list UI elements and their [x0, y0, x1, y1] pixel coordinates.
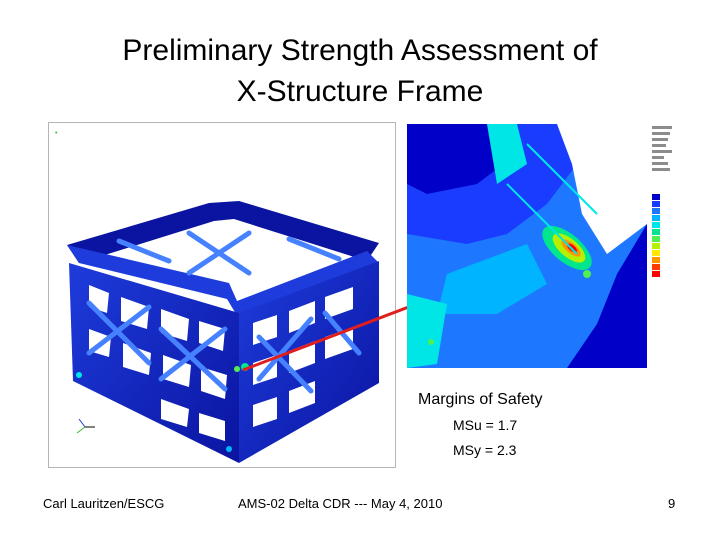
legend-swatch	[652, 257, 660, 263]
title-line-1: Preliminary Strength Assessment of	[122, 34, 598, 67]
msy-value: MSy = 2.3	[453, 442, 517, 458]
page-number: 9	[668, 496, 676, 511]
footer-author: Carl Lauritzen/ESCG	[43, 496, 165, 511]
legend-swatch	[652, 243, 660, 249]
legend-swatch	[652, 222, 660, 228]
margins-heading: Margins of Safety	[418, 391, 543, 408]
title-line-2: X-Structure Frame	[236, 75, 484, 108]
legend-header-line	[652, 168, 670, 171]
msu-value: MSu = 1.7	[453, 417, 518, 433]
footer-event: AMS-02 Delta CDR --- May 4, 2010	[238, 496, 443, 511]
legend-header-line	[652, 150, 672, 153]
legend-header-line	[652, 126, 672, 129]
contour-legend	[648, 126, 676, 256]
legend-header-line	[652, 132, 670, 135]
legend-header-line	[652, 156, 664, 159]
legend-swatch	[652, 194, 660, 200]
legend-header-line	[652, 144, 666, 147]
legend-swatches	[652, 194, 660, 278]
legend-swatch	[652, 201, 660, 207]
legend-swatch	[652, 215, 660, 221]
zoomed-stress-contour	[407, 124, 647, 368]
contour-plot-render	[407, 124, 647, 368]
corner-marker-icon: •	[55, 130, 58, 137]
legend-swatch	[652, 264, 660, 270]
margins-of-safety	[418, 390, 618, 460]
legend-swatch	[652, 250, 660, 256]
legend-swatch	[652, 229, 660, 235]
legend-header-line	[652, 138, 668, 141]
legend-swatch	[652, 236, 660, 242]
legend-swatch	[652, 271, 660, 277]
legend-header-line	[652, 162, 668, 165]
legend-swatch	[652, 208, 660, 214]
